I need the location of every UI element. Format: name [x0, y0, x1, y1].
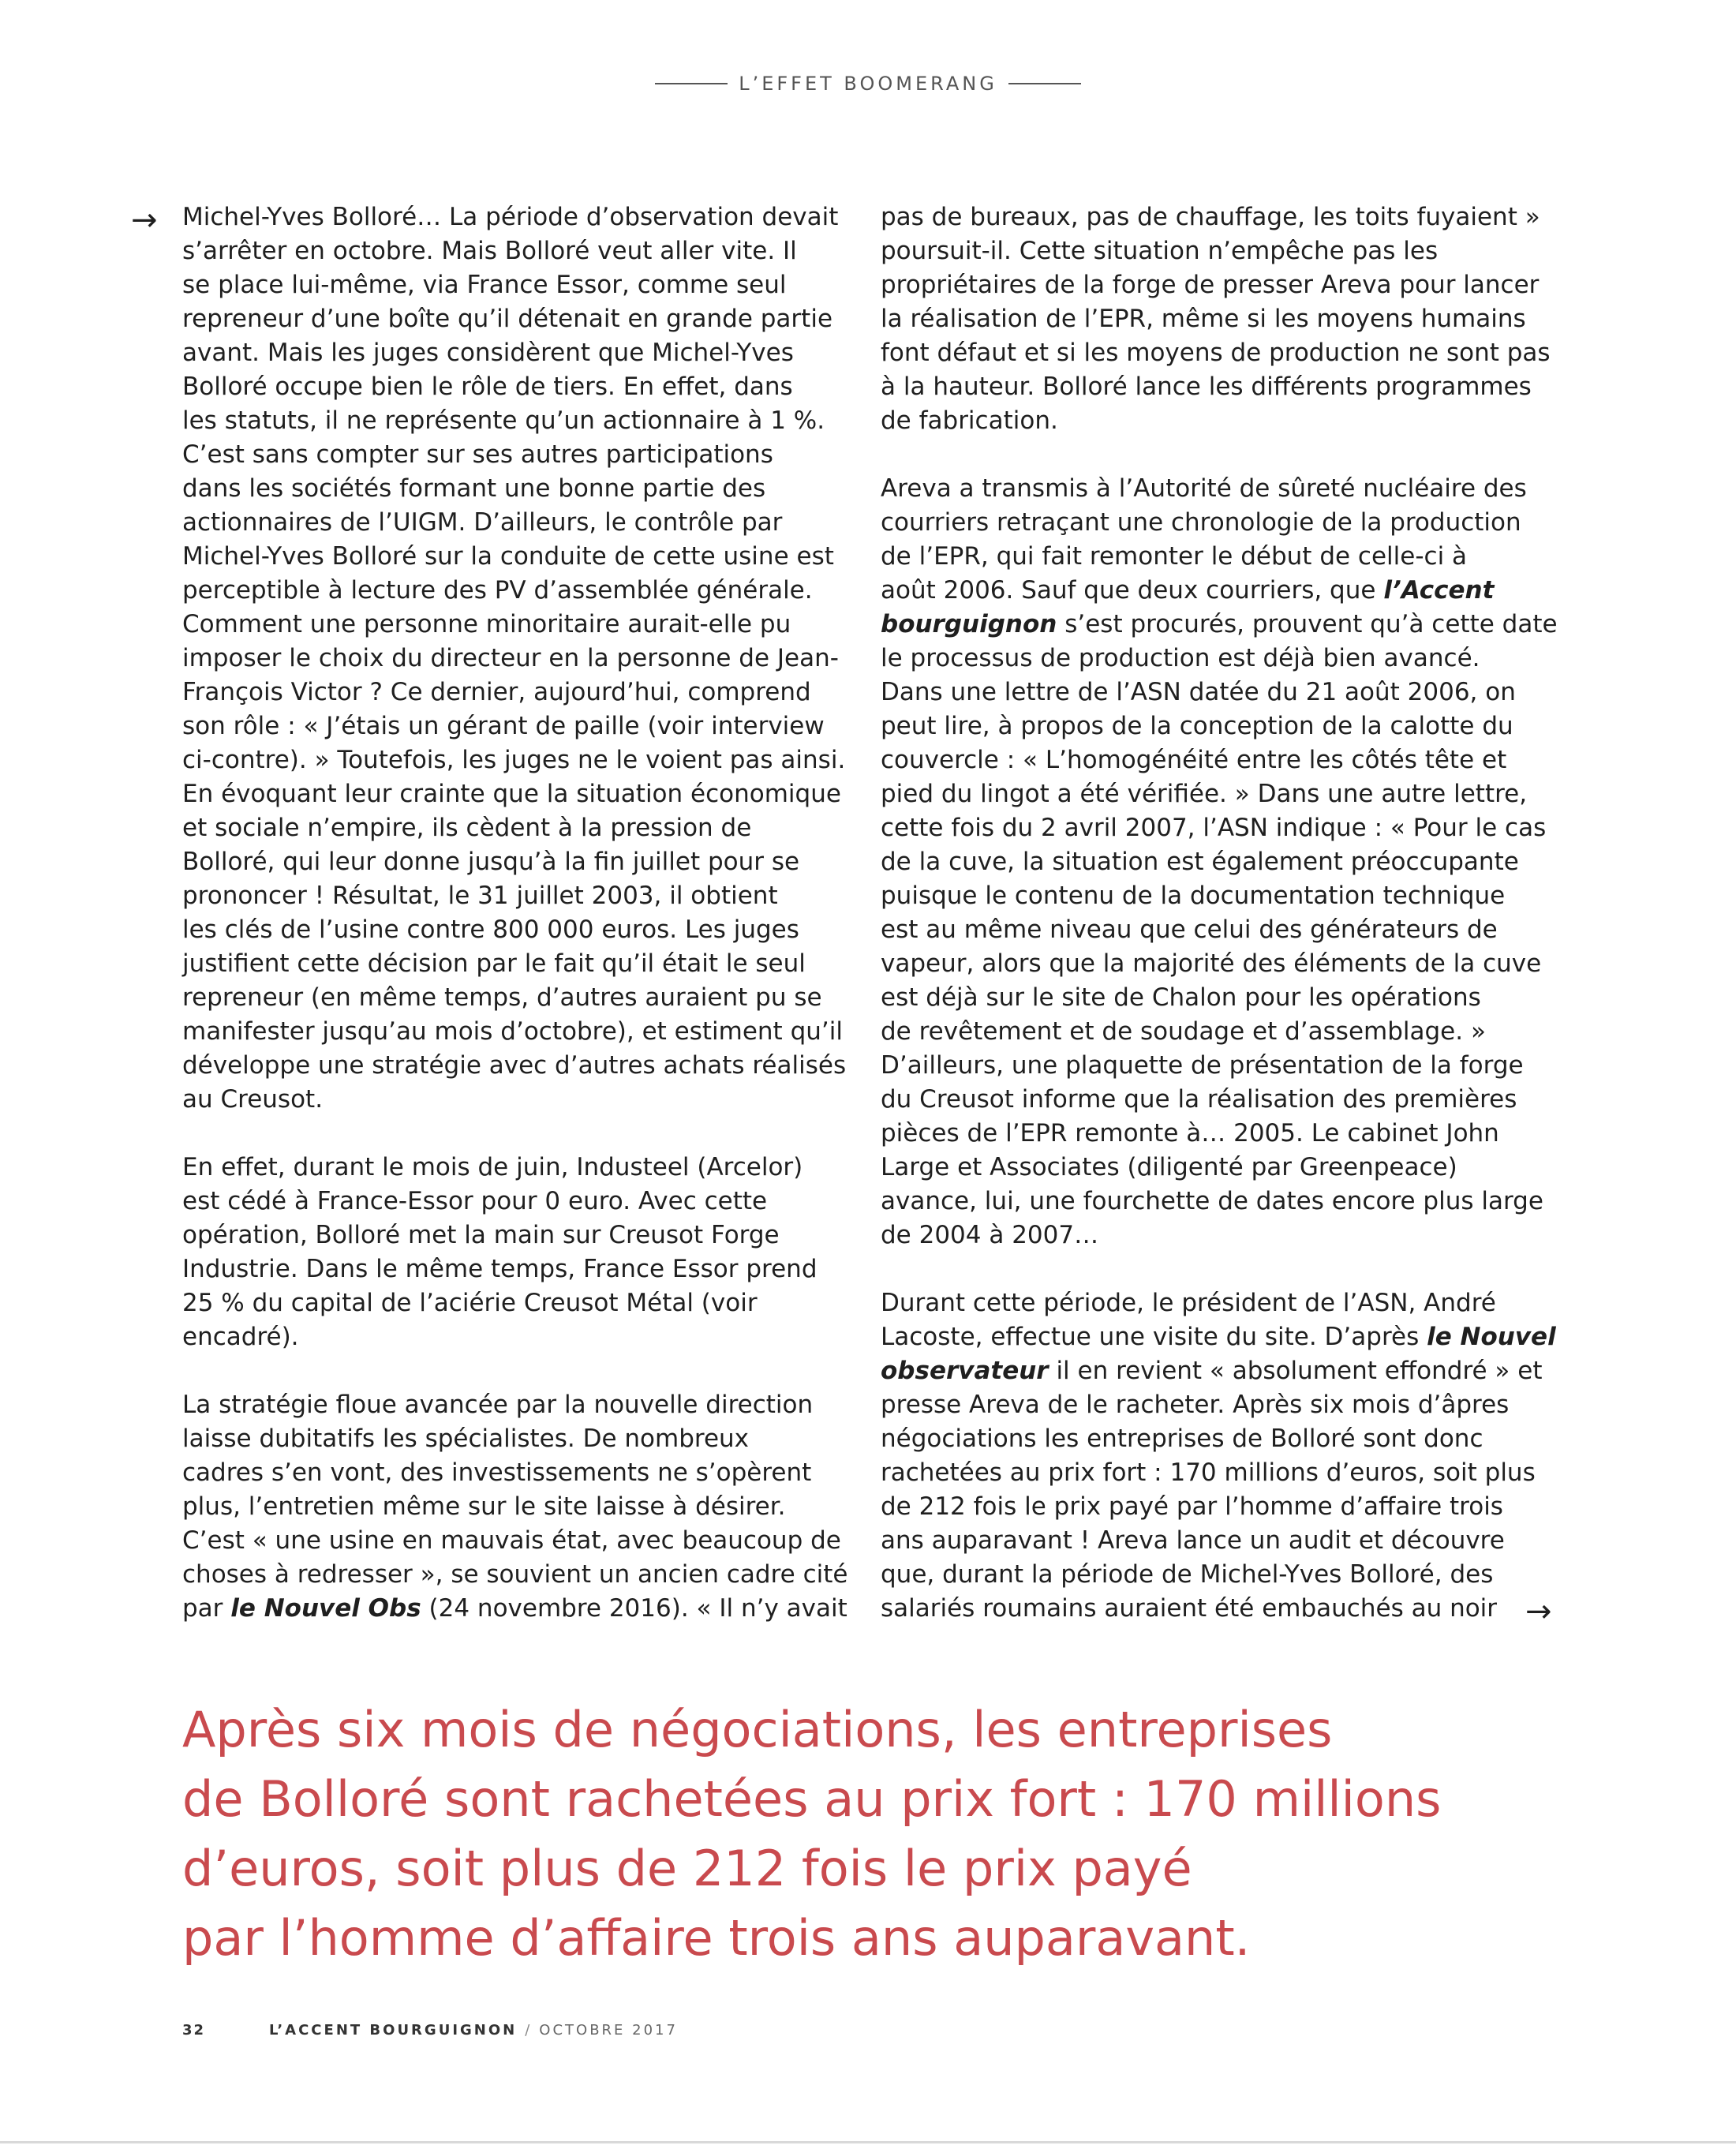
- text-line: août 2006. Sauf que deux courriers, que l’Accent: [881, 576, 1495, 605]
- text-line: Comment une personne minoritaire aurait-elle pu: [182, 610, 791, 638]
- left-column: [182, 200, 875, 1626]
- text-line: opération, Bolloré met la main sur Creusot Forge: [182, 1221, 780, 1249]
- text-line: par le Nouvel Obs (24 novembre 2016). « Il n’y avait: [182, 1594, 847, 1623]
- text-line: imposer le choix du directeur en la personne de Jean-: [182, 644, 839, 672]
- text-line: de l’EPR, qui fait remonter le début de celle-ci à: [881, 542, 1468, 571]
- paragraph: [182, 200, 875, 1117]
- text-line: encadré).: [182, 1323, 299, 1351]
- text-line: du Creusot informe que la réalisation des premières: [881, 1085, 1517, 1114]
- text-line: courriers retraçant une chronologie de la production: [881, 508, 1521, 537]
- text-line: propriétaires de la forge de presser Areva pour lancer: [881, 271, 1540, 299]
- text-line: à la hauteur. Bolloré lance les différents programmes: [881, 373, 1532, 401]
- text-line: les clés de l’usine contre 800 000 euros. Les juges: [182, 915, 799, 944]
- text-line: manifester jusqu’au mois d’octobre), et estiment qu’il: [182, 1017, 843, 1046]
- text-line: peut lire, à propos de la conception de la calotte du: [881, 712, 1513, 740]
- text-line: le processus de production est déjà bien avancé.: [881, 644, 1480, 672]
- text-line: laisse dubitatifs les spécialistes. De nombreux: [182, 1425, 750, 1453]
- text-line: Bolloré occupe bien le rôle de tiers. En effet, dans: [182, 373, 793, 401]
- text-line: poursuit-il. Cette situation n’empêche pas les: [881, 237, 1439, 265]
- text-line: les statuts, il ne représente qu’un actionnaire à 1 %.: [182, 406, 825, 435]
- text-line: ci-contre). » Toutefois, les juges ne le voient pas ainsi.: [182, 746, 846, 774]
- text-line: développe une stratégie avec d’autres achats réalisés: [182, 1051, 847, 1080]
- text-line: d’euros, soit plus de 212 fois le prix payé: [182, 1840, 1192, 1897]
- text-line: rachetées au prix fort : 170 millions d’euros, soit plus: [881, 1458, 1536, 1487]
- text-line: pas de bureaux, pas de chauffage, les toits fuyaient »: [881, 203, 1540, 231]
- text-line: pièces de l’EPR remonte à… 2005. Le cabinet John: [881, 1119, 1499, 1148]
- text-line: actionnaires de l’UIGM. D’ailleurs, le contrôle par: [182, 508, 783, 537]
- continued-to-arrow-icon: →: [1525, 1593, 1552, 1630]
- text-line: cette fois du 2 avril 2007, l’ASN indique : « Pour le cas: [881, 814, 1547, 842]
- publication-name: observateur: [881, 1357, 1049, 1385]
- paragraph: [182, 1388, 875, 1626]
- text-line: est cédé à France-Essor pour 0 euro. Avec cette: [182, 1187, 768, 1215]
- text-line: 25 % du capital de l’aciérie Creusot Métal (voir: [182, 1289, 758, 1317]
- text-line: Areva a transmis à l’Autorité de sûreté nucléaire des: [881, 474, 1527, 503]
- text-line: est déjà sur le site de Chalon pour les opérations: [881, 983, 1481, 1012]
- text-line: de fabrication.: [881, 406, 1058, 435]
- text-line: François Victor ? Ce dernier, aujourd’hui, comprend: [182, 678, 811, 706]
- text-line: Lacoste, effectue une visite du site. D’après le Nouvel: [881, 1323, 1556, 1351]
- text-line: négociations les entreprises de Bolloré sont donc: [881, 1425, 1483, 1453]
- text-line: Après six mois de négociations, les entreprises: [182, 1701, 1333, 1758]
- publication-name: l’Accent: [1383, 576, 1495, 605]
- text-line: repreneur (en même temps, d’autres auraient pu se: [182, 983, 822, 1012]
- text-line: son rôle : « J’étais un gérant de paille (voir interview: [182, 712, 825, 740]
- header-rule-right: [1008, 83, 1081, 84]
- text-line: avant. Mais les juges considèrent que Michel-Yves: [182, 339, 794, 367]
- text-line: se place lui-même, via France Essor, comme seul: [182, 271, 787, 299]
- text-line: bourguignon s’est procurés, prouvent qu’à cette date: [881, 610, 1558, 638]
- text-line: Dans une lettre de l’ASN datée du 21 août 2006, on: [881, 678, 1516, 706]
- text-line: cadres s’en vont, des investissements ne s’opèrent: [182, 1458, 812, 1487]
- text-line: puisque le contenu de la documentation technique: [881, 882, 1506, 910]
- text-line: salariés roumains auraient été embauchés au noir: [881, 1594, 1498, 1623]
- section-title: L’EFFET BOOMERANG: [739, 73, 997, 95]
- header-rule-left: [655, 83, 728, 84]
- page-number: 32: [182, 2022, 206, 2039]
- bottom-rule: [0, 2141, 1736, 2143]
- page-footer: [182, 2022, 678, 2039]
- text-lines: [881, 642, 1573, 1252]
- text-line: Industrie. Dans le même temps, France Essor prend: [182, 1255, 817, 1283]
- text-line: Large et Associates (diligenté par Greenpeace): [881, 1153, 1457, 1181]
- text-line: et sociale n’empire, ils cèdent à la pression de: [182, 814, 752, 842]
- publication-name: le Nouvel: [1427, 1323, 1556, 1351]
- text-line: Durant cette période, le président de l’ASN, André: [881, 1289, 1496, 1317]
- text-line: presse Areva de le racheter. Après six mois d’âpres: [881, 1391, 1510, 1419]
- text-line: justifient cette décision par le fait qu’il était le seul: [182, 949, 806, 978]
- text-line: La stratégie floue avancée par la nouvelle direction: [182, 1391, 814, 1419]
- text-line: C’est sans compter sur ses autres participations: [182, 440, 773, 469]
- publication-name: le Nouvel Obs: [230, 1594, 421, 1623]
- text-line: est au même niveau que celui des générateurs de: [881, 915, 1498, 944]
- paragraph: [881, 472, 1573, 1252]
- footer-separator: /: [525, 2022, 532, 2039]
- text-line: ans auparavant ! Areva lance un audit et découvre: [881, 1526, 1505, 1555]
- text-line: que, durant la période de Michel-Yves Bolloré, des: [881, 1560, 1494, 1589]
- right-column: [881, 200, 1573, 1630]
- text-line: prononcer ! Résultat, le 31 juillet 2003, il obtient: [182, 882, 778, 910]
- text-line: C’est « une usine en mauvais état, avec beaucoup de: [182, 1526, 841, 1555]
- text-line: repreneur d’une boîte qu’il détenait en grande partie: [182, 305, 833, 333]
- text-line: En effet, durant le mois de juin, Industeel (Arcelor): [182, 1153, 803, 1181]
- text-line: de 2004 à 2007…: [881, 1221, 1099, 1249]
- paragraph: [881, 1286, 1573, 1630]
- publication-name: L’ACCENT BOURGUIGNON: [269, 2022, 518, 2039]
- text-lines: [182, 1388, 875, 1592]
- paragraph: [182, 1151, 875, 1354]
- text-line: plus, l’entretien même sur le site laisse à désirer.: [182, 1492, 786, 1521]
- text-line: dans les sociétés formant une bonne partie des: [182, 474, 766, 503]
- text-line: En évoquant leur crainte que la situation économique: [182, 780, 841, 808]
- pull-quote: [182, 1695, 1603, 1973]
- paragraph: [881, 200, 1573, 438]
- text-line: Bolloré, qui leur donne jusqu’à la fin juillet pour se: [182, 848, 800, 876]
- text-line: de Bolloré sont rachetées au prix fort : 170 millions: [182, 1770, 1442, 1828]
- text-line: D’ailleurs, une plaquette de présentation de la forge: [881, 1051, 1524, 1080]
- text-line: choses à redresser », se souvient un ancien cadre cité: [182, 1560, 848, 1589]
- text-line: s’arrêter en octobre. Mais Bolloré veut aller vite. Il: [182, 237, 797, 265]
- text-line: la réalisation de l’EPR, même si les moyens humains: [881, 305, 1526, 333]
- continued-from-arrow-icon: →: [131, 202, 158, 238]
- text-line: vapeur, alors que la majorité des éléments de la cuve: [881, 949, 1542, 978]
- text-lines: [881, 472, 1573, 574]
- text-line: observateur il en revient « absolument effondré » et: [881, 1357, 1543, 1385]
- text-line: au Creusot.: [182, 1085, 324, 1114]
- text-line: de revêtement et de soudage et d’assemblage. »: [881, 1017, 1486, 1046]
- text-line: font défaut et si les moyens de production ne sont pas: [881, 339, 1551, 367]
- text-line: par l’homme d’affaire trois ans auparavant.: [182, 1909, 1251, 1967]
- text-line: Michel-Yves Bolloré… La période d’observation devait: [182, 203, 839, 231]
- running-header: [0, 73, 1736, 95]
- issue-date: OCTOBRE 2017: [539, 2022, 678, 2039]
- text-line: Michel-Yves Bolloré sur la conduite de cette usine est: [182, 542, 834, 571]
- text-line: perceptible à lecture des PV d’assemblée générale.: [182, 576, 813, 605]
- text-line: de 212 fois le prix payé par l’homme d’affaire trois: [881, 1492, 1503, 1521]
- text-line: pied du lingot a été vérifiée. » Dans une autre lettre,: [881, 780, 1528, 808]
- text-line: avance, lui, une fourchette de dates encore plus large: [881, 1187, 1543, 1215]
- text-lines: [881, 1388, 1573, 1630]
- publication-name: bourguignon: [881, 610, 1057, 638]
- text-line: couvercle : « L’homogénéité entre les côtés tête et: [881, 746, 1507, 774]
- text-line: de la cuve, la situation est également préoccupante: [881, 848, 1519, 876]
